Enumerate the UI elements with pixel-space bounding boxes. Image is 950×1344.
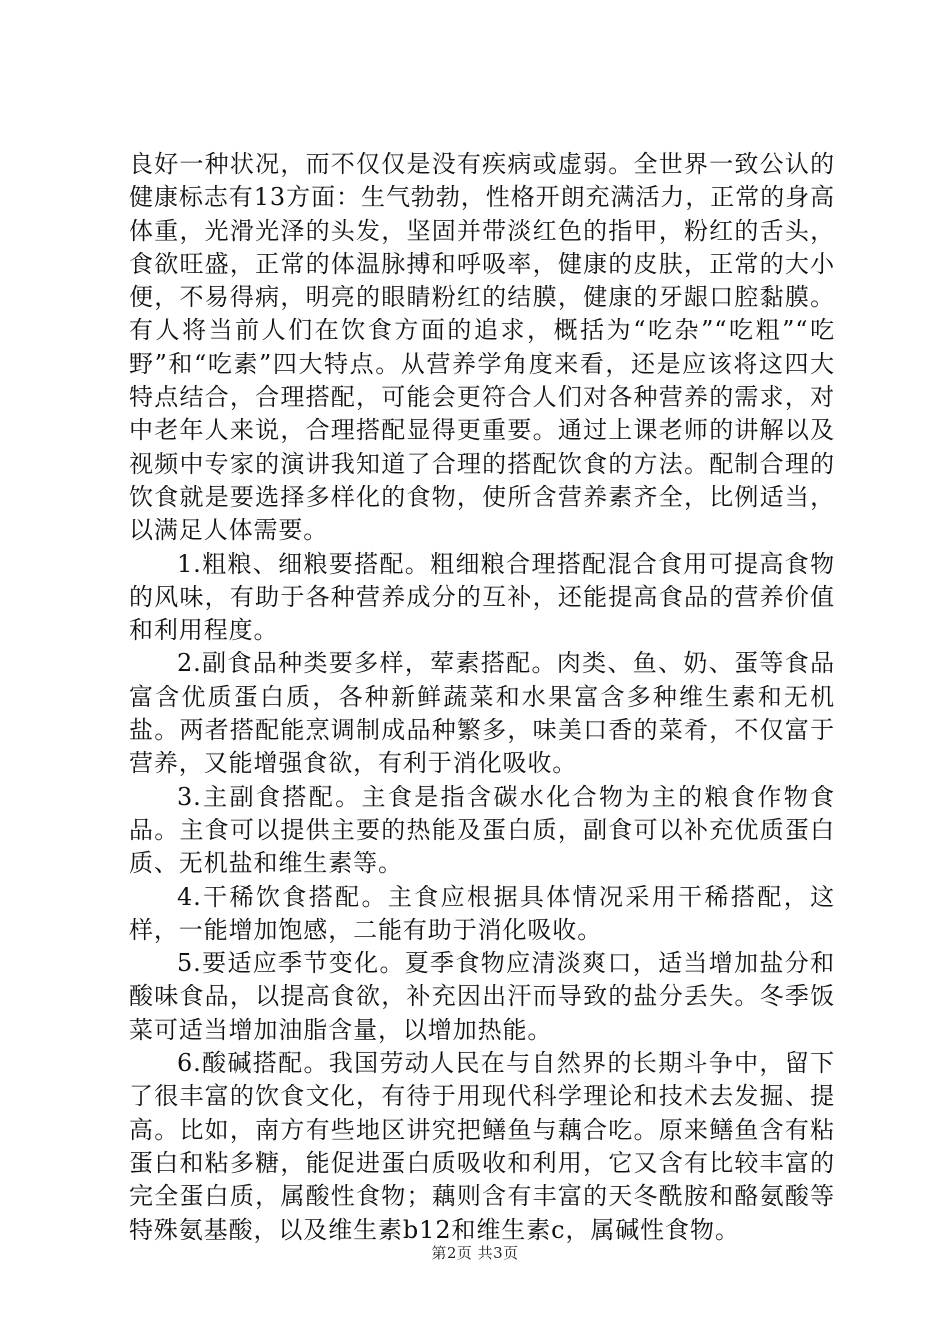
paragraph-item-5: 5.要适应季节变化。夏季食物应清淡爽口，适当增加盐分和酸味食品，以提高食欲，补充因出汗而导致的盐分丢失。冬季饭菜可适当增加油脂含量，以增加热能。 (129, 949, 835, 1044)
paragraph-intro: 良好一种状况，而不仅仅是没有疾病或虚弱。全世界一致公认的健康标志有13方面：生气勃勃，性格开朗充满活力，正常的身高体重，光滑光泽的头发，坚固并带淡红色的指甲，粉红的舌头，食欲旺盛，正常的体温脉搏和呼吸率，健康的皮肤，正常的大小便，不易得病，明亮的眼睛粉红的结膜，健康的牙龈口腔黏膜。有人将当前人们在饮食方面的追求，概括为“吃杂”“吃粗”“吃野”和“吃素”四大特点。从营养学角度来看，还是应该将这四大特点结合，合理搭配，可能会更符合人们对各种营养的需求，对中老年人来说，合理搭配显得更重要。通过上课老师的讲解以及视频中专家的演讲我知道了合理的搭配饮食的方法。配制合理的饮食就是要选择多样化的食物，使所含营养素齐全，比例适当，以满足人体需要。 (129, 150, 835, 545)
page-footer: 第2页 共3页 (431, 1244, 519, 1262)
paragraph-item-1: 1.粗粮、细粮要搭配。粗细粮合理搭配混合食用可提高食物的风味，有助于各种营养成分的互补，还能提高食品的营养价值和利用程度。 (129, 549, 835, 645)
paragraph-item-4: 4.干稀饮食搭配。主食应根据具体情况采用干稀搭配，这样，一能增加饱感，二能有助于消化吸收。 (129, 882, 835, 944)
document-body (129, 148, 835, 1247)
paragraph-item-6: 6.酸碱搭配。我国劳动人民在与自然界的长期斗争中，留下了很丰富的饮食文化，有待于用现代科学理论和技术去发掘、提高。比如，南方有些地区讲究把鳝鱼与藕合吃。原来鳝鱼含有粘蛋白和粘多糖，能促进蛋白质吸收和利用，它又含有比较丰富的完全蛋白质，属酸性食物；藕则含有丰富的天冬酰胺和酪氨酸等特殊氨基酸，以及维生素b12和维生素c，属碱性食物。 (129, 1049, 835, 1244)
paragraph-item-3: 3.主副食搭配。主食是指含碳水化合物为主的粮食作物食品。主食可以提供主要的热能及蛋白质，副食可以补充优质蛋白质、无机盐和维生素等。 (129, 782, 835, 878)
paragraph-item-2: 2.副食品种类要多样，荤素搭配。肉类、鱼、奶、蛋等食品富含优质蛋白质，各种新鲜蔬菜和水果富含多种维生素和无机盐。两者搭配能烹调制成品种繁多，味美口香的菜肴，不仅富于营养，又能增强食欲，有利于消化吸收。 (129, 649, 835, 778)
